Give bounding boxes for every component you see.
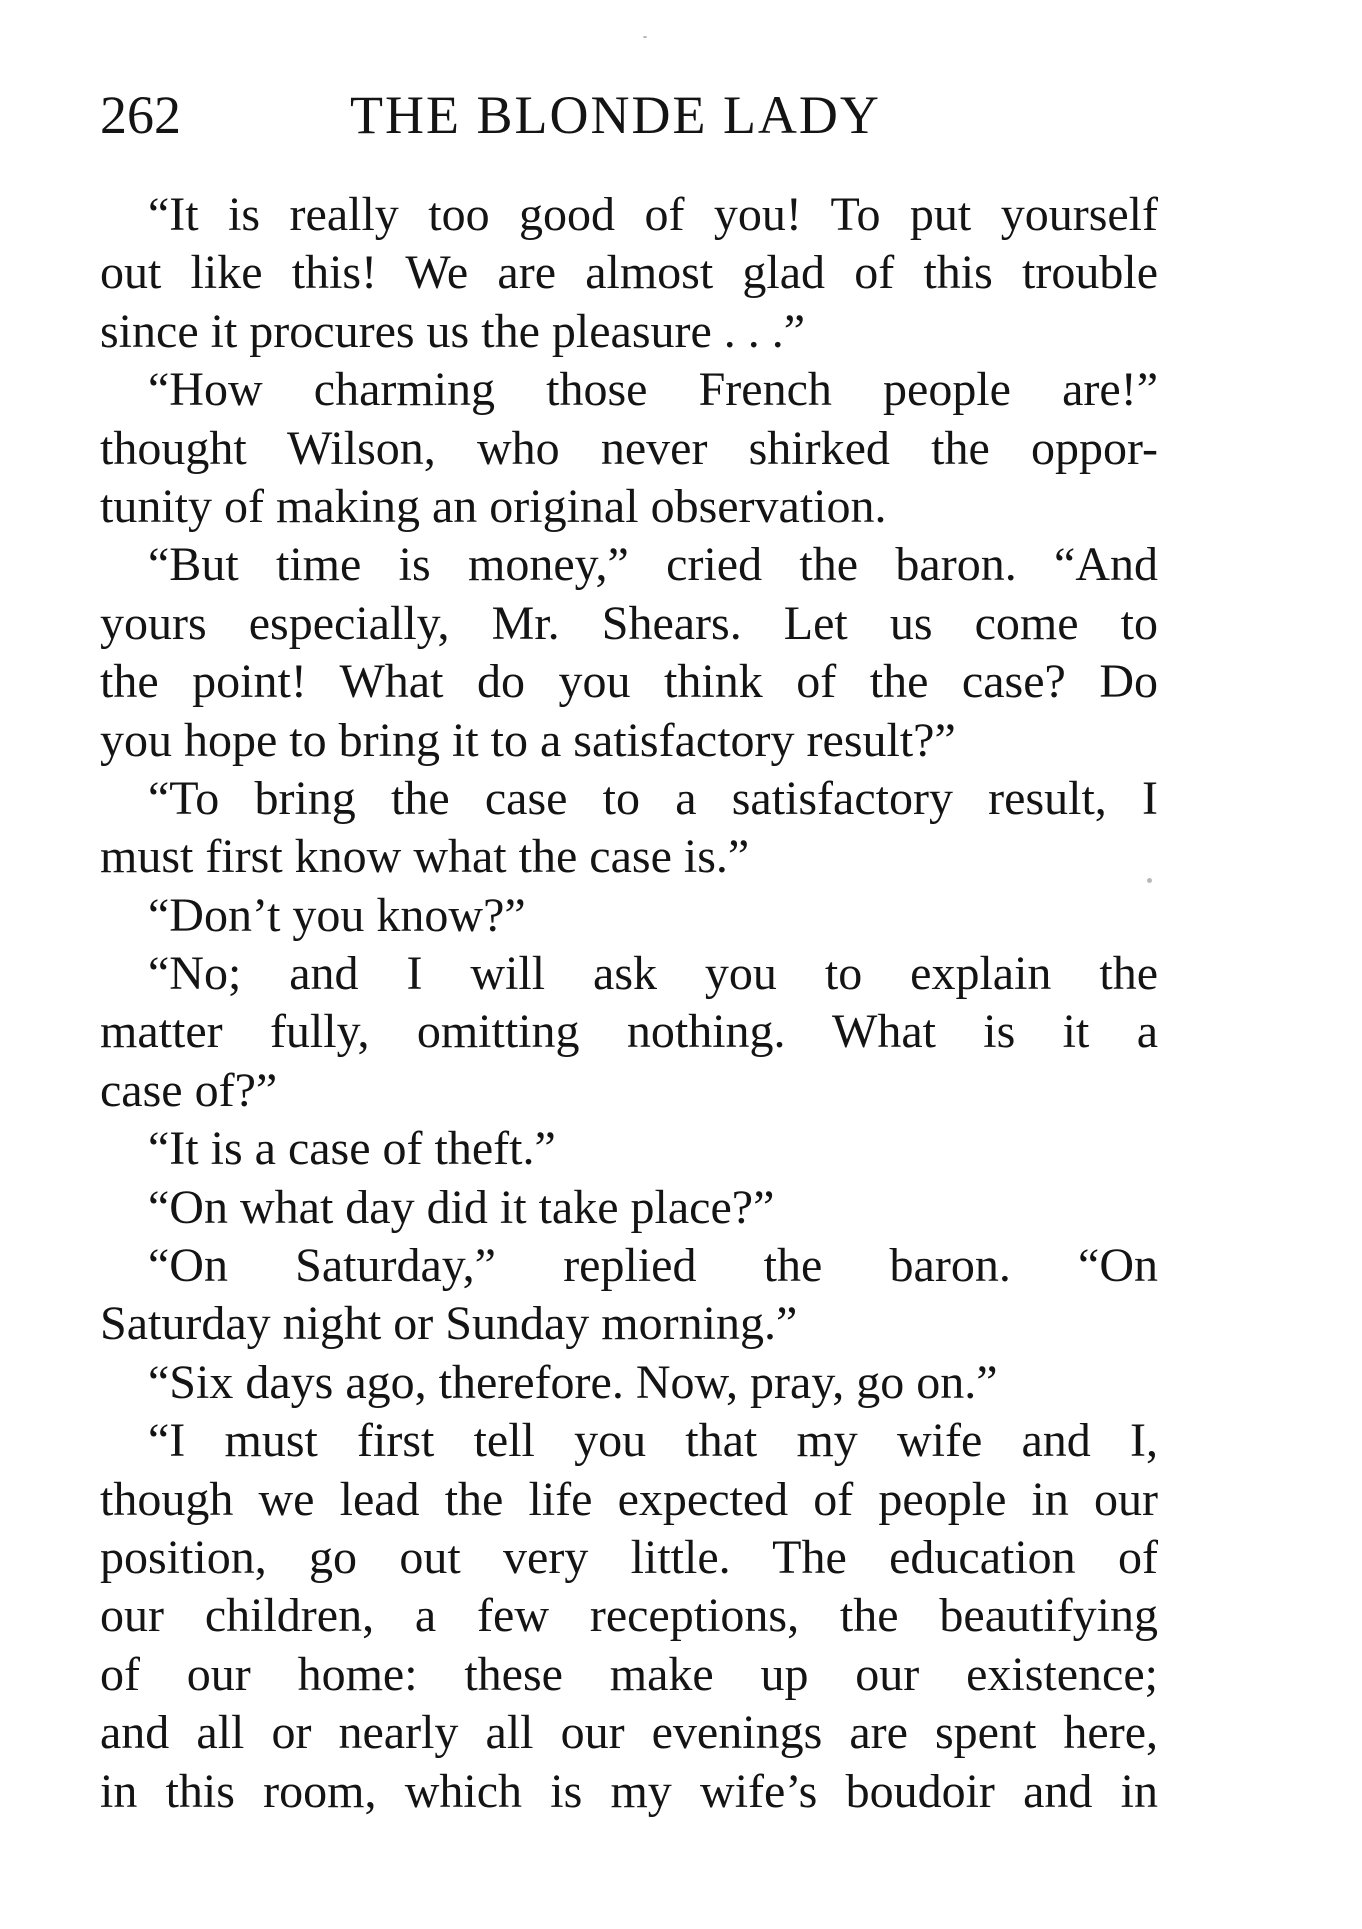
scan-speck [643, 36, 647, 38]
text-line: thought Wilson, who never shirked the oppor- [100, 421, 1158, 475]
text-line: “It is a case of theft.” [148, 1122, 556, 1176]
text-line: Saturday night or Sunday morning.” [100, 1297, 798, 1351]
text-line: in this room, which is my wife’s boudoir and in [100, 1764, 1158, 1818]
text-line: “Don’t you know?” [148, 888, 526, 942]
text-line: out like this! We are almost glad of this trouble [100, 246, 1158, 300]
text-line: and all or nearly all our evenings are spent here, [100, 1706, 1158, 1760]
text-line: “On what day did it take place?” [148, 1180, 775, 1234]
text-line: “I must first tell you that my wife and I, [148, 1414, 1158, 1468]
text-line: “On Saturday,” replied the baron. “On [148, 1239, 1158, 1293]
text-line: “To bring the case to a satisfactory result, I [148, 771, 1158, 825]
text-line: “No; and I will ask you to explain the [148, 947, 1158, 1001]
page-number: 262 [100, 85, 181, 145]
scan-speck [1147, 878, 1152, 883]
text-line: “How charming those French people are!” [148, 363, 1158, 417]
text-line: tunity of making an original observation. [100, 479, 887, 533]
text-line: “It is really too good of you! To put yourself [148, 188, 1158, 241]
text-line: matter fully, omitting nothing. What is it a [100, 1005, 1158, 1059]
running-title: THE BLONDE LADY [350, 85, 881, 145]
text-line: though we lead the life expected of people in our [100, 1472, 1158, 1526]
text-line: the point! What do you think of the case? Do [100, 655, 1158, 709]
text-line: must first know what the case is.” [100, 830, 750, 884]
text-line: yours especially, Mr. Shears. Let us come to [100, 596, 1158, 650]
text-line: our children, a few receptions, the beautifying [100, 1589, 1158, 1643]
text-line: “Six days ago, therefore. Now, pray, go on.” [148, 1355, 998, 1409]
text-line: “But time is money,” cried the baron. “And [148, 538, 1158, 592]
running-head [100, 80, 1160, 150]
text-line: you hope to bring it to a satisfactory result?” [100, 713, 956, 767]
body-text [100, 186, 1158, 1821]
text-line: of our home: these make up our existence; [100, 1647, 1158, 1701]
text-line: since it procures us the pleasure . . .” [100, 304, 806, 358]
text-line: case of?” [100, 1063, 278, 1117]
text-line: position, go out very little. The education of [100, 1530, 1158, 1584]
